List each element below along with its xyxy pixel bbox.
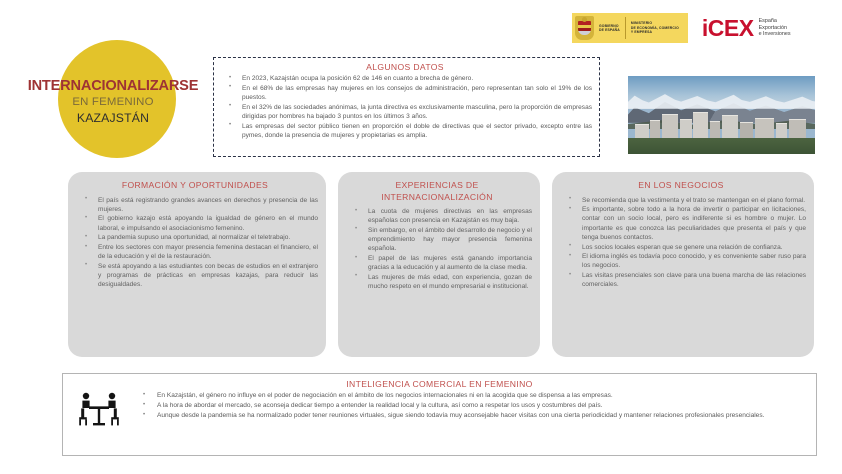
inteligencia-comercial-box bbox=[62, 373, 817, 456]
card-en-los-negocios bbox=[552, 172, 814, 357]
photo-foreground bbox=[628, 138, 815, 154]
ministerio-line3: Y EMPRESA bbox=[630, 30, 653, 35]
header-logos bbox=[572, 13, 791, 43]
title-country: KAZAJSTÁN bbox=[76, 111, 150, 125]
card-heading: EN LOS NEGOCIOS bbox=[638, 180, 724, 190]
card-heading: FORMACIÓN Y OPORTUNIDADES bbox=[121, 180, 269, 190]
icex-tag-line3: e Inversiones bbox=[758, 31, 791, 38]
icex-wordmark: iCEX bbox=[701, 14, 754, 41]
list-item: • Se recomienda que la vestimenta y el trato se mantengan en el plano formal. bbox=[556, 196, 806, 205]
list-item: • Los socios locales esperan que se genere una relación de confianza. bbox=[556, 243, 806, 252]
card-heading: EXPERIENCIAS DE INTERNACIONALIZACIÓN bbox=[381, 180, 493, 202]
list-item: • El idioma inglés es todavía poco conocido, y es conveniente saber ruso para los negocios. bbox=[556, 252, 806, 270]
bottom-list bbox=[135, 391, 806, 421]
list-item: • La pandemia supuso una oportunidad, al normalizar el teletrabajo. bbox=[72, 233, 318, 242]
bottom-heading: INTELIGENCIA COMERCIAL EN FEMENINO bbox=[346, 379, 533, 389]
photo-skyline bbox=[628, 112, 815, 140]
card-experiencias-de-internacionalizacion bbox=[338, 172, 540, 357]
gobierno-line2: DE ESPAÑA bbox=[599, 28, 620, 32]
list-item: • En 2023, Kazajstán ocupa la posición 62 de 146 en cuanto a brecha de género. bbox=[218, 74, 592, 83]
list-item: • Las visitas presenciales son clave para una buena marcha de las relaciones comerciales. bbox=[556, 271, 806, 289]
list-item: • Entre los sectores con mayor presencia femenina destacan el financiero, el de la educación y el de la restauración. bbox=[72, 243, 318, 261]
title-main: INTERNACIONALIZARSE bbox=[27, 78, 199, 94]
list-item: • El gobierno kazajo está apoyando la igualdad de género en el mundo laboral, e impulsando el asociacionismo femenino. bbox=[72, 214, 318, 232]
card-list bbox=[342, 207, 532, 291]
icex-logo bbox=[701, 14, 791, 41]
algunos-datos-heading: ALGUNOS DATOS bbox=[366, 62, 444, 72]
list-item: • Las mujeres de más edad, con experiencia, gozan de mucho respeto en el mundo empresarial e institucional. bbox=[342, 273, 532, 291]
ministerio-line1: MINISTERIO bbox=[630, 21, 653, 26]
list-item: • Es importante, sobre todo a la hora de invertir o participar en licitaciones, contar con un socio local, pero es indiferente si es hombre o mujer. Lo importante es que conozca las peculiaridades que presenta el país y que tenga buenos contactos. bbox=[556, 205, 806, 242]
algunos-datos-list bbox=[218, 74, 592, 140]
list-item: • Sin embargo, en el ámbito del desarrollo de negocio y el emprendimiento hay mayor presencia femenina española. bbox=[342, 226, 532, 254]
card-list bbox=[72, 196, 318, 290]
icex-tag-line2: Exportación bbox=[758, 24, 788, 31]
list-item: • Las empresas del sector público tienen en proporción el doble de directivas que el sector privado, excepto entre las pymes, donde la presencia de mujeres y propietarias es amplia. bbox=[218, 122, 592, 140]
ministerio-line2: DE ECONOMÍA, COMERCIO bbox=[630, 25, 679, 30]
list-item: • El papel de las mujeres está ganando importancia gracias a la educación y al aumento de la clase media. bbox=[342, 254, 532, 272]
list-item: • Aunque desde la pandemia se ha normalizado poder tener reuniones virtuales, sigue siendo todavía muy aconsejable hacer visitas con una cierta periodicidad y mantener relaciones profesionales presenciales. bbox=[135, 411, 806, 421]
gobierno-line1: GOBIERNO bbox=[599, 23, 619, 28]
meeting-icon bbox=[73, 390, 125, 430]
kazakhstan-city-photo bbox=[628, 76, 815, 154]
gobierno-logo-text bbox=[594, 24, 625, 33]
list-item: • En el 68% de las empresas hay mujeres en los consejos de administración, pero representan tan solo el 19% de los puestos. bbox=[218, 84, 592, 102]
page-title bbox=[8, 78, 218, 127]
algunos-datos-box bbox=[213, 57, 600, 157]
list-item: • El país está registrando grandes avances en derechos y presencia de las mujeres. bbox=[72, 196, 318, 214]
card-formacion-y-oportunidades bbox=[68, 172, 326, 357]
gobierno-de-espana-logo bbox=[572, 13, 688, 43]
list-item: • Se está apoyando a las estudiantes con becas de estudios en el extranjero y programas de prácticas en empresas kazajas, para reducir las desigualdades. bbox=[72, 262, 318, 290]
card-list bbox=[556, 196, 806, 290]
ministerio-logo-text bbox=[626, 21, 684, 34]
list-item: • En Kazajstán, el género no influye en el poder de negociación en el ámbito de los negocios internacionales ni en la acogida que se dispensa a las empresas. bbox=[135, 391, 806, 401]
list-item: • En el 32% de las sociedades anónimas, la junta directiva es exclusivamente masculina, pero la proporción de empresas dirigidas por hombres ha bajado 3 puntos en los últimos 3 años. bbox=[218, 103, 592, 121]
icex-tagline bbox=[759, 18, 791, 38]
list-item: • A la hora de abordar el mercado, se aconseja dedicar tiempo a entender la realidad local y la cultura, así como a respetar los usos y costumbres del país. bbox=[135, 401, 806, 411]
spain-coat-of-arms-icon bbox=[575, 16, 594, 40]
icex-tag-line1: España bbox=[758, 18, 777, 25]
title-subtitle: EN FEMENINO bbox=[72, 96, 154, 108]
list-item: • La cuota de mujeres directivas en las empresas españolas con presencia en Kazajstán es muy baja. bbox=[342, 207, 532, 225]
